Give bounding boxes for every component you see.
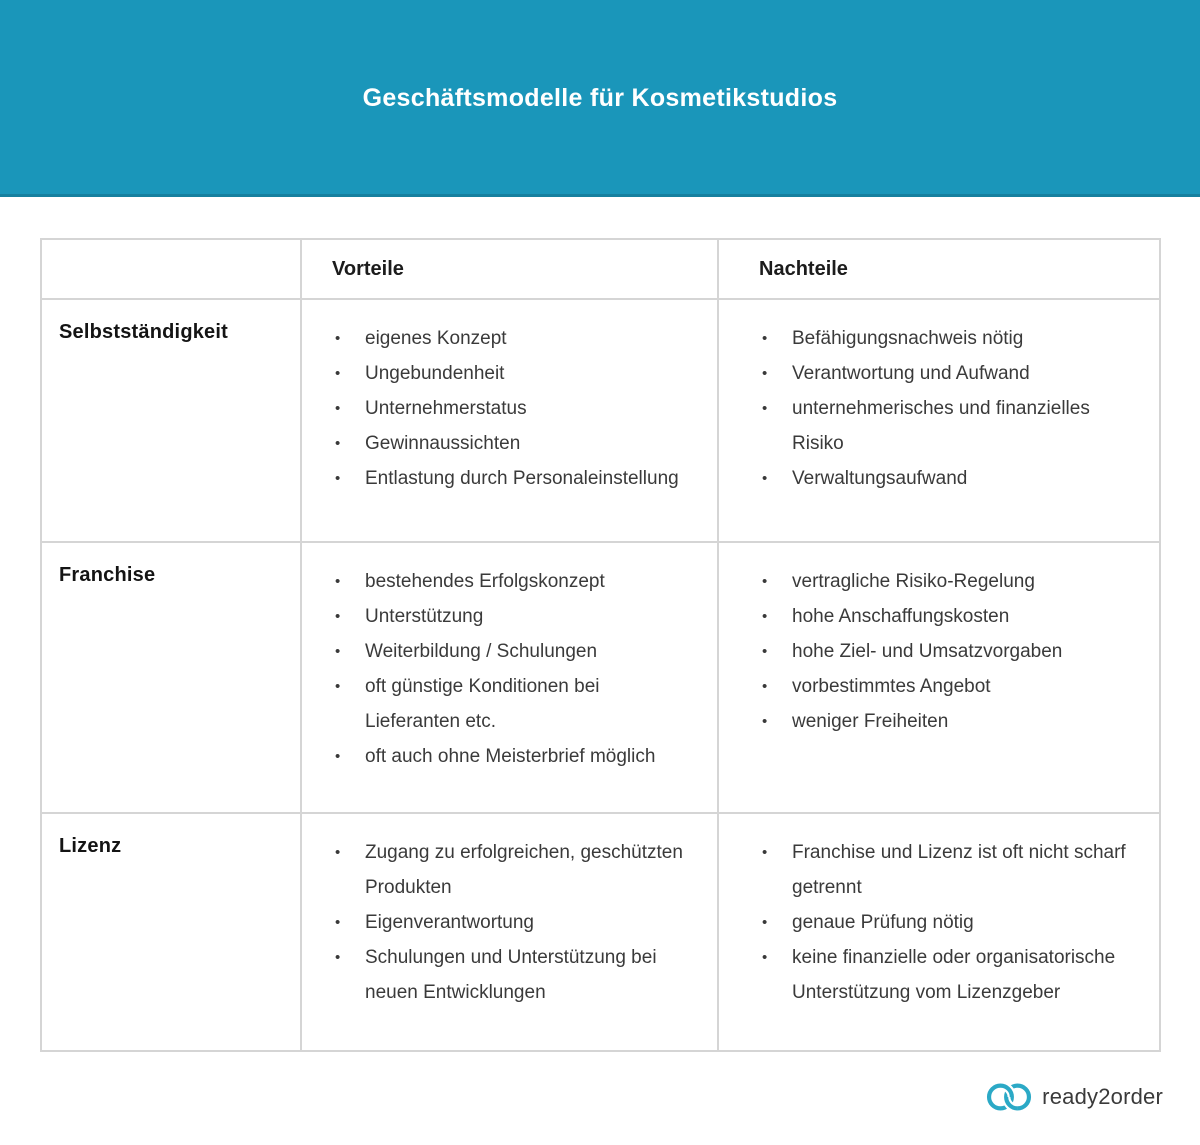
corner-cell <box>42 240 302 298</box>
table-body <box>42 300 1159 1050</box>
bullet-item: • hohe Ziel- und Umsatzvorgaben <box>759 634 1135 669</box>
table-header-row <box>42 240 1159 300</box>
interlocked-rings-icon <box>986 1078 1032 1116</box>
ready2order-logo <box>986 1078 1163 1116</box>
nachteile-cell <box>719 300 1159 541</box>
logo-text: ready2order <box>1042 1084 1163 1109</box>
bullet-item: • vertragliche Risiko-Regelung <box>759 564 1135 599</box>
bullet-item: • eigenes Konzept <box>332 321 693 356</box>
bullet-item: • oft günstige Konditionen bei Lieferanten etc. <box>332 669 693 739</box>
bullet-item: • Schulungen und Unterstützung bei neuen Entwicklungen <box>332 940 693 1010</box>
bullet-item: • keine finanzielle oder organisatorische Unterstützung vom Lizenzgeber <box>759 940 1135 1010</box>
header-banner <box>0 0 1200 197</box>
table-row <box>42 300 1159 543</box>
row-label: Franchise <box>59 564 156 586</box>
column-header-vorteile <box>302 240 719 298</box>
row-label-cell <box>42 814 302 1050</box>
vorteile-list <box>332 321 693 496</box>
bullet-item: • genaue Prüfung nötig <box>759 905 1135 940</box>
row-label-cell <box>42 300 302 541</box>
column-header-nachteile <box>719 240 1159 298</box>
nachteile-cell <box>719 814 1159 1050</box>
nachteile-list <box>759 321 1135 496</box>
nachteile-list <box>759 835 1135 1010</box>
vorteile-list <box>332 564 693 774</box>
nachteile-list <box>759 564 1135 739</box>
bullet-item: • Franchise und Lizenz ist oft nicht scharf getrennt <box>759 835 1135 905</box>
bullet-item: • Weiterbildung / Schulungen <box>332 634 693 669</box>
nachteile-cell <box>719 543 1159 812</box>
vorteile-cell <box>302 814 719 1050</box>
bullet-item: • Verwaltungsaufwand <box>759 461 1135 496</box>
table-row <box>42 814 1159 1050</box>
vorteile-cell <box>302 300 719 541</box>
table-row <box>42 543 1159 814</box>
row-label: Lizenz <box>59 835 122 857</box>
column-header-label: Vorteile <box>332 257 404 280</box>
column-header-label: Nachteile <box>759 257 848 280</box>
row-label: Selbstständigkeit <box>59 321 228 343</box>
vorteile-list <box>332 835 693 1010</box>
bullet-item: • bestehendes Erfolgskonzept <box>332 564 693 599</box>
bullet-item: • Unternehmerstatus <box>332 391 693 426</box>
bullet-item: • vorbestimmtes Angebot <box>759 669 1135 704</box>
vorteile-cell <box>302 543 719 812</box>
bullet-item: • Verantwortung und Aufwand <box>759 356 1135 391</box>
comparison-table <box>40 238 1161 1052</box>
bullet-item: • Befähigungsnachweis nötig <box>759 321 1135 356</box>
bullet-item: • unternehmerisches und finanzielles Risiko <box>759 391 1135 461</box>
bullet-item: • Gewinnaussichten <box>332 426 693 461</box>
bullet-item: • weniger Freiheiten <box>759 704 1135 739</box>
bullet-item: • Ungebundenheit <box>332 356 693 391</box>
bullet-item: • hohe Anschaffungskosten <box>759 599 1135 634</box>
page-title: Geschäftsmodelle für Kosmetikstudios <box>362 84 838 112</box>
bullet-item: • Unterstützung <box>332 599 693 634</box>
bullet-item: • Eigenverantwortung <box>332 905 693 940</box>
bullet-item: • Entlastung durch Personaleinstellung <box>332 461 693 496</box>
row-label-cell <box>42 543 302 812</box>
bullet-item: • oft auch ohne Meisterbrief möglich <box>332 739 693 774</box>
bullet-item: • Zugang zu erfolgreichen, geschützten Produkten <box>332 835 693 905</box>
footer <box>0 1078 1163 1116</box>
